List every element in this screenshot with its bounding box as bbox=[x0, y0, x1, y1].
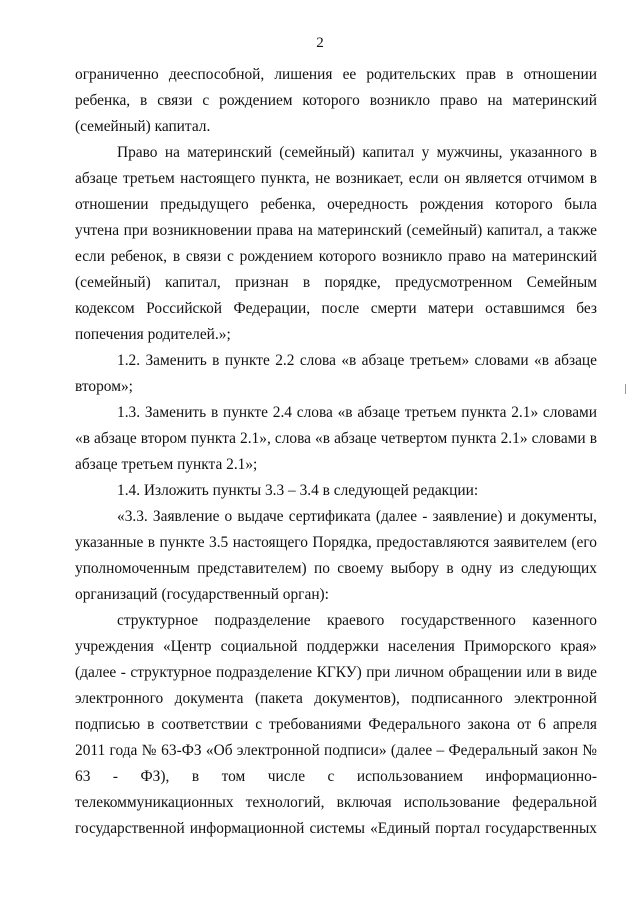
paragraph-stepfather-rule: Право на материнский (семейный) капитал у мужчины, указанного в абзаце третьем настоящего пункта, не возникает, если он является отчимом в отношении предыдущего ребенка, очередность рождения которого была учтена при возникновении права на материнский (семейный) капитал, а также если ребенок, в связи с рождением которого возникло право на материнский (семейный) капитал, признан в порядке, предусмотренном Семейным кодексом Российской Федерации, после смерти матери оставшимся без попечения родителей.»; bbox=[75, 144, 597, 343]
paragraph-item-1-3: 1.3. Заменить в пункте 2.4 слова «в абзаце третьем пункта 2.1» словами «в абзаце втором пункта 2.1», слова «в абзаце четвертом пункта 2.1» словами в абзаце третьем пункта 2.1»; bbox=[75, 404, 597, 473]
document-body bbox=[75, 62, 597, 842]
paragraph-item-3-3: «3.3. Заявление о выдаче сертификата (далее - заявление) и документы, указанные в пункте 3.5 настоящего Порядка, предоставляются заявителем (его уполномоченным представителем) по своему выбору в одну из следующих организаций (государственный орган): bbox=[75, 508, 597, 603]
paragraph-item-1-4: 1.4. Изложить пункты 3.3 – 3.4 в следующей редакции: bbox=[117, 482, 479, 499]
margin-mark bbox=[625, 384, 626, 394]
paragraph-item-1-2: 1.2. Заменить в пункте 2.2 слова «в абзаце третьем» словами «в абзаце втором»; bbox=[75, 352, 597, 395]
paragraph-structural-unit: структурное подразделение краевого государственного казенного учреждения «Центр социальной поддержки населения Приморского края» (далее - структурное подразделение КГКУ) при личном обращении или в виде электронного документа (пакета документов), подписанного электронной подписью в соответствии с требованиями Федерального закона от 6 апреля 2011 года № 63-ФЗ «Об электронной подписи» (далее – Федеральный закон № 63 - ФЗ), в том числе с использованием информационно-телекоммуникационных технологий, включая использование федеральной государственной информационной системы «Единый портал государственных bbox=[75, 612, 597, 837]
paragraph-continuation: ограниченно дееспособной, лишения ее родительских прав в отношении ребенка, в связи с рождением которого возникло право на материнский (семейный) капитал. bbox=[75, 66, 597, 135]
page-number: 2 bbox=[316, 35, 324, 51]
